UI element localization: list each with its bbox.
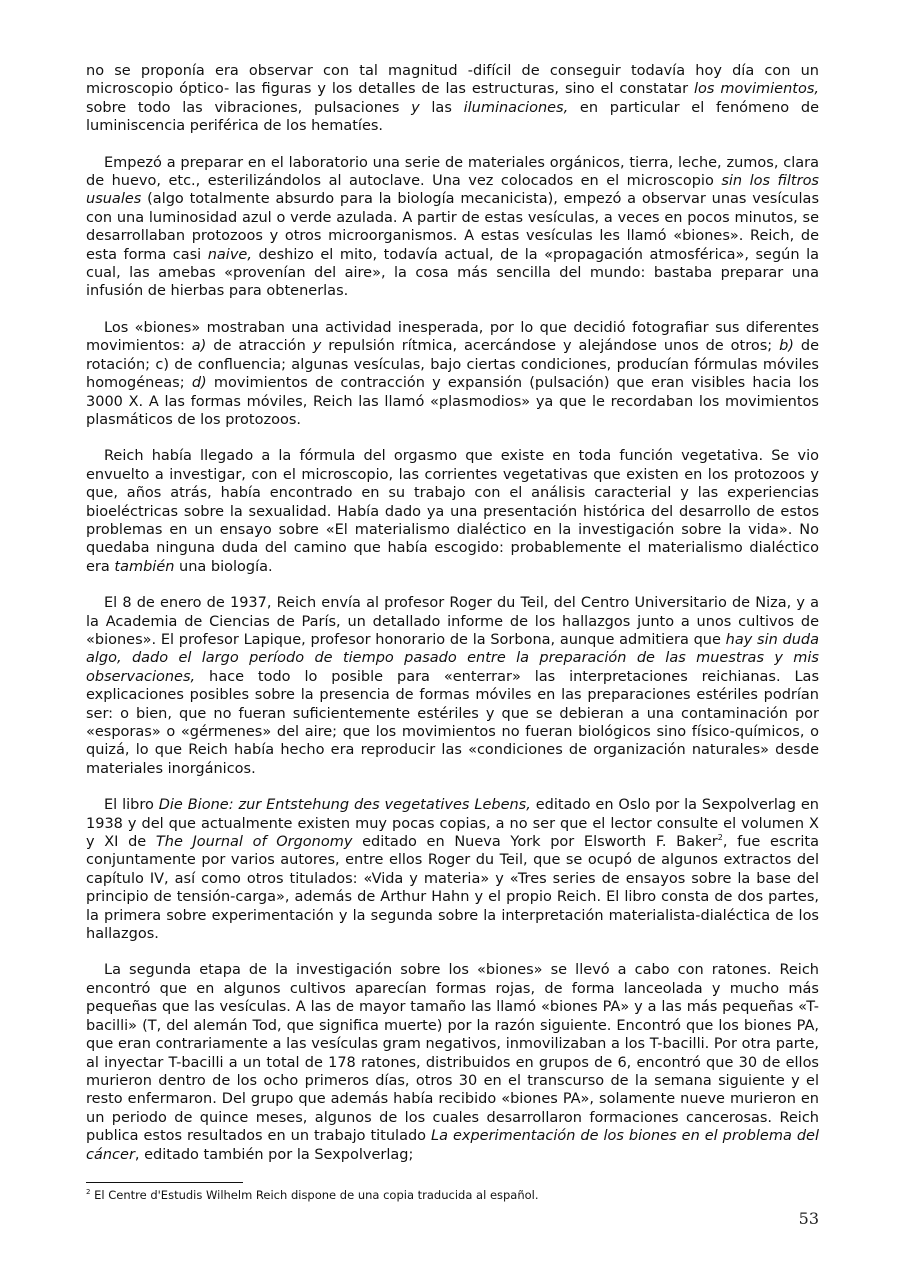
italic-text: también xyxy=(114,558,175,575)
paragraph xyxy=(86,594,819,778)
paragraph xyxy=(86,447,819,576)
text-run: de rotación; c) de confluencia; algunas vesículas, bajo ciertas condiciones, producían fórmulas móviles homogéneas; xyxy=(86,338,820,392)
italic-text: b) xyxy=(779,338,794,355)
italic-text: y xyxy=(411,99,420,116)
text-run: una biología. xyxy=(174,558,273,575)
text-run: El libro xyxy=(104,797,159,814)
italic-text: d) xyxy=(191,375,207,392)
text-run: Reich había llegado a la fórmula del orgasmo que existe en toda función vegetativa. Se vio envuelto a investigar, con el microscopio, las corrientes vegetativas que existen en los protozoos y que, años atrás, había encontrado en su trabajo con el análisis caracterial y las experiencias bioeléctricas sobre la sexualidad. Había dado ya una presentación histórica del desarrollo de estos problemas en un ensayo sobre «El materialismo dialéctico en la investigación sobre la vida». No quedaba ninguna duda del camino que había escogido: probablemente el materialismo dialéctico era xyxy=(86,448,819,575)
footnote-reference: 2 xyxy=(717,833,723,843)
paragraph xyxy=(86,796,819,943)
text-run: no se proponía era observar con tal magnitud -difícil de conseguir todavía hoy día con un microscopio óptico- las figuras y los detalles de las estructuras, sino el constatar xyxy=(86,63,819,98)
page-number: 53 xyxy=(798,1209,819,1228)
italic-text: La experimentación de los biones en el problema del cáncer xyxy=(86,1128,819,1163)
text-run: de atracción xyxy=(206,338,313,355)
footnote xyxy=(86,1188,819,1202)
text-run: Empezó a preparar en el laboratorio una serie de materiales orgánicos, tierra, leche, zumos, clara de huevo, etc., esterilizándolos al autoclave. Una vez colocados en el microscopio xyxy=(86,154,819,190)
text-run: editado en Oslo por la Sexpolverlag en 1938 y del que actualmente existen muy pocas copias, a no ser que el lector consulte el volumen X y XI de xyxy=(86,797,819,851)
italic-text: a) xyxy=(191,338,207,355)
text-run: El 8 de enero de 1937, Reich envía al profesor Roger du Teil, del Centro Universitario de Niza, y a la Academia de Ciencias de París, un detallado informe de los hallazgos junto a unos cultivos de «biones». El profesor Lapique, profesor honorario de la Sorbona, aunque admitiera que xyxy=(86,595,819,648)
italic-text: sin los filtros usuales xyxy=(86,173,819,208)
italic-text: naive, xyxy=(207,246,252,263)
text-run: repulsión rítmica, acercándose y alejándose unos de otros; xyxy=(321,338,780,355)
footnote-text: El Centre d'Estudis Wilhelm Reich dispone de una copia traducida al español. xyxy=(90,1188,539,1202)
text-run: , editado también por la Sexpolverlag; xyxy=(134,1146,414,1163)
paragraph xyxy=(86,961,819,1163)
italic-text: iluminaciones, xyxy=(463,99,569,116)
paragraph xyxy=(86,319,819,429)
text-run: las xyxy=(419,99,464,116)
text-run: hace todo lo posible para «enterrar» las interpretaciones reichianas. Las explicaciones posibles sobre la presencia de formas móviles en las preparaciones estériles podrían ser: o bien, que no fueran suficientemente estériles y que se debieran a una contaminación por «esporas» o «gérmenes» del aire; que los movimientos no fueran biológicos sino físico-químicos, o quizá, lo que Reich había hecho era reproducir las «condiciones de organización naturales» desde materiales inorgánicos. xyxy=(86,668,819,777)
italic-text: los movimientos, xyxy=(694,81,820,98)
italic-text: y xyxy=(312,338,322,355)
footnote-marker: 2 xyxy=(86,1188,91,1197)
italic-text: Die Bione: zur Entstehung des vegetatives Lebens, xyxy=(158,797,531,814)
paragraph xyxy=(86,154,819,301)
text-run: en particular el fenómeno de luminiscencia periférica de los hematíes. xyxy=(86,99,819,135)
footnote-separator xyxy=(86,1182,243,1183)
italic-text: hay sin duda algo, dado el largo período de tiempo pasado entre la preparación de las muestras y mis observaciones, xyxy=(86,631,819,685)
text-run: deshizo el mito, todavía actual, de la «propagación atmosférica», según la cual, las amebas «provenían del aire», la cosa más sencilla del mundo: bastaba preparar una infusión de hierbas para obtenerlas. xyxy=(86,246,819,300)
text-run: sobre todo las vibraciones, pulsaciones xyxy=(86,99,412,116)
text-run: Los «biones» mostraban una actividad inesperada, por lo que decidió fotografiar sus diferentes movimientos: xyxy=(86,319,819,355)
paragraph xyxy=(86,62,819,136)
text-run: editado en Nueva York por Elsworth F. Baker xyxy=(352,834,718,851)
document-body xyxy=(86,62,819,1164)
text-run: , fue escrita conjuntamente por varios autores, entre ellos Roger du Teil, que se ocupó de algunos extractos del capítulo IV, así como otros titulados: «Vida y materia» y «Tres series de ensayos sobre la base del principio de tensión-carga», además de Arthur Hahn y el propio Reich. El libro consta de dos partes, la primera sobre experimentación y la segunda sobre la interpretación materialista-dialéctica de los hallazgos. xyxy=(86,834,819,943)
italic-text: The Journal of Orgonomy xyxy=(155,834,353,851)
text-run: La segunda etapa de la investigación sobre los «biones» se llevó a cabo con ratones. Reich encontró que en algunos cultivos aparecían formas rojas, de forma lanceolada y mucho más pequeñas que las vesículas. A las de mayor tamaño las llamó «biones PA» y a las más pequeñas «T-bacilli» (T, del alemán Tod, que significa muerte) por la razón siguiente. Encontró que los biones PA, que eran contrariamente a las vesículas gram negativos, inmovilizaban a los T-bacilli. Por otra parte, al inyectar T-bacilli a un total de 178 ratones, distribuidos en grupos de 6, encontró que 30 de ellos murieron dentro de los ocho primeros días, otros 30 en el transcurso de la semana siguiente y el resto enfermaron. Del grupo que además había recibido «biones PA», solamente nueve murieron en un periodo de quince meses, algunos de los cuales desarrollaron formaciones cancerosas. Reich publica estos resultados en un trabajo titulado xyxy=(86,962,819,1145)
text-run: (algo totalmente absurdo para la biología mecanicista), empezó a observar unas vesículas con una luminosidad azul o verde azulada. A partir de estas vesículas, a veces en pocos minutos, se desarrollaban protozoos y otros microorganismos. A estas vesículas les llamó «biones». Reich, de esta forma casi xyxy=(86,191,819,263)
text-run: movimientos de contracción y expansión (pulsación) que eran visibles hacia los 3000 X. A las formas móviles, Reich las llamó «plasmodios» ya que le recordaban los movimientos plasmáticos de los protozoos. xyxy=(86,375,819,428)
